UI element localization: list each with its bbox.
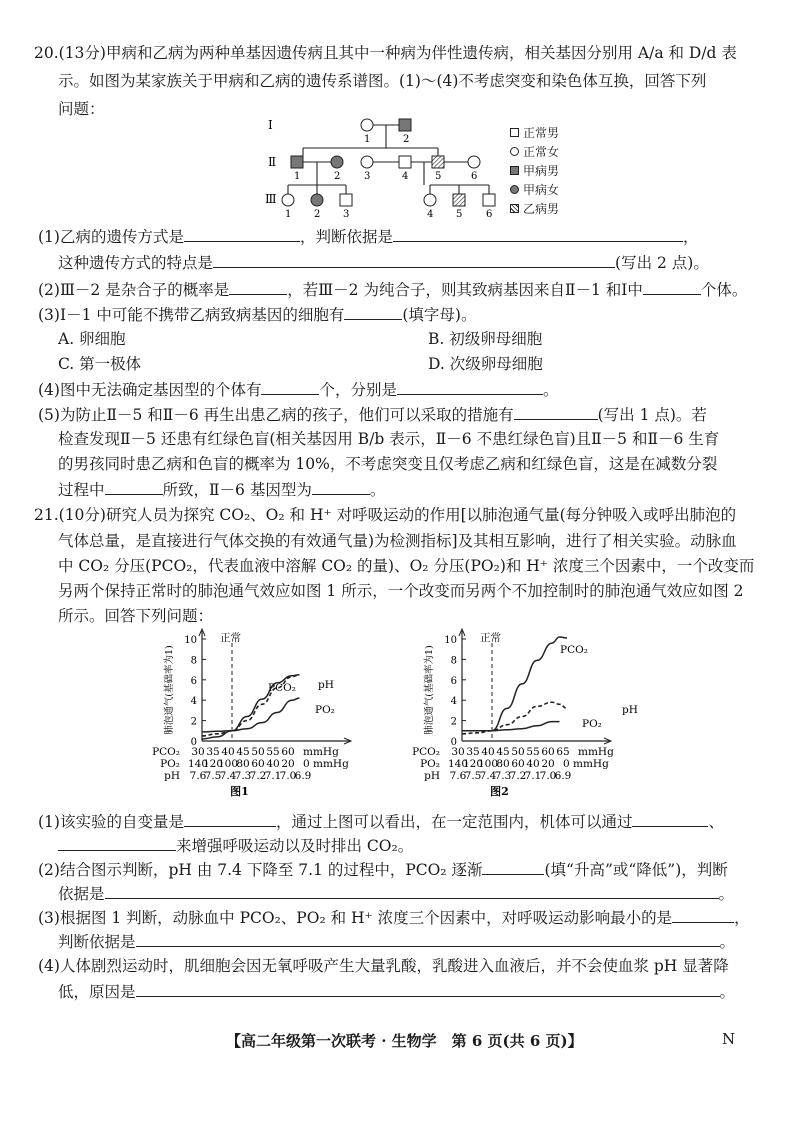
x-tick-label: 60 [251, 758, 265, 770]
individual-III5-yi-male [453, 194, 465, 206]
individual-number: 1 [364, 134, 371, 145]
x-tick-label: 40 [481, 746, 495, 758]
individual-number: 4 [427, 209, 434, 220]
q20-sub5-line4: 过程中 所致，Ⅱ－6 基因型为 。 [58, 478, 385, 501]
answer-blank[interactable] [213, 251, 615, 268]
x-tick-label: 7.2 [249, 770, 267, 782]
q20-sub5-line2: 检查发现Ⅱ－5 还患有红绿色盲(相关基因用 B/b 表示，Ⅱ－6 不患红绿色盲)且Ⅱ－5 和Ⅱ－6 生育 [58, 430, 720, 448]
individual-II2-jia-female [331, 156, 343, 168]
gen-label: Ⅰ [268, 118, 273, 132]
axis-unit: mmHg [578, 746, 614, 758]
y-tick-label: 6 [450, 675, 457, 687]
square-icon [510, 128, 519, 137]
individual-III6-normal-male [483, 194, 495, 206]
x-tick-label: 20 [541, 758, 555, 770]
individual-number: 4 [402, 171, 409, 182]
x-tick-label: 7.3 [494, 770, 512, 782]
x-tick-label: 6.9 [554, 770, 572, 782]
chart-title: 图2 [490, 785, 509, 798]
x-tick-label: 7.6 [189, 770, 207, 782]
x-tick-label: 7.0 [279, 770, 297, 782]
x-tick-label: 100 [477, 758, 499, 770]
normal-label: 正常 [480, 632, 501, 644]
axis-unit: 0 mmHg [563, 758, 609, 770]
q21-sub2-line1: (2)结合图示判断，pH 由 7.4 下降至 7.1 的过程中，PCO₂ 逐渐 (填“升高”或“降低”)，判断 [38, 858, 728, 881]
x-tick-label: 7.5 [464, 770, 482, 782]
x-tick-label: 60 [511, 758, 525, 770]
individual-number: 1 [294, 171, 301, 182]
individual-II1-jia-male [291, 156, 303, 168]
axis-row-label: PCO₂ [412, 746, 440, 758]
x-tick-label: 6.9 [294, 770, 312, 782]
x-tick-label: 7.1 [264, 770, 282, 782]
individual-number: 2 [334, 171, 341, 182]
y-tick-label: 4 [190, 696, 197, 708]
x-tick-label: 50 [511, 746, 525, 758]
answer-blank[interactable] [312, 478, 370, 495]
series-label: PCO₂ [560, 644, 588, 656]
q20-option-d: D. 次级卵母细胞 [428, 355, 543, 373]
individual-I2-jia-male [399, 119, 411, 131]
x-tick-label: 120 [462, 758, 484, 770]
q20-option-b: B. 初级卵母细胞 [428, 330, 543, 348]
x-tick-label: 80 [496, 758, 510, 770]
y-tick-label: 10 [444, 635, 457, 646]
individual-III2-jia-female [311, 194, 323, 206]
answer-blank[interactable] [184, 810, 276, 827]
series-label: pH [318, 679, 334, 691]
q20-sub2: (2)Ⅲ－2 是杂合子的概率是 ，若Ⅲ－2 为纯合子，则其致病基因来自Ⅱ－1 和Ⅰ中 个体。 [38, 278, 747, 301]
x-tick-label: 7.6 [449, 770, 467, 782]
axis-unit: 0 mmHg [303, 758, 349, 770]
y-tick-label: 2 [190, 716, 197, 728]
x-tick-label: 45 [236, 746, 250, 758]
filled-square-icon [510, 166, 519, 175]
axis-row-label: PO₂ [160, 758, 180, 770]
q20-stem-line1: 20.(13分)甲病和乙病为两种单基因遗传病且其中一种病为伴性遗传病，相关基因分别用 A/a 和 D/d 表 [34, 44, 737, 62]
x-tick-label: 100 [217, 758, 239, 770]
q20-sub1-line1: (1)乙病的遗传方式是 ，判断依据是 ， [38, 225, 699, 248]
individual-number: 5 [435, 171, 442, 182]
x-tick-label: 55 [266, 746, 280, 758]
page-mark: N [722, 1030, 736, 1048]
x-tick-label: 7.0 [539, 770, 557, 782]
x-tick-label: 30 [451, 746, 465, 758]
q20-option-c: C. 第一极体 [58, 355, 142, 373]
series-label: pH [622, 704, 638, 716]
individual-II3-normal-female [361, 156, 373, 168]
gen-label: Ⅲ [265, 192, 277, 206]
answer-blank[interactable] [397, 378, 543, 395]
y-tick-label: 6 [190, 675, 197, 687]
q21-stem-line1: 21.(10分)研究人员为探究 CO₂、O₂ 和 H⁺ 对呼吸运动的作用[以肺泡通气量(每分钟吸入或呼出肺泡的 [34, 506, 737, 524]
x-tick-label: 80 [236, 758, 250, 770]
individual-number: 6 [486, 209, 493, 220]
x-tick-label: 7.1 [524, 770, 542, 782]
q21-sub3-line1: (3)根据图 1 判断，动脉血中 PCO₂、PO₂ 和 H⁺ 浓度三个因素中，对呼吸运动影响最小的是 ， [38, 906, 750, 929]
axis-unit: mmHg [303, 746, 339, 758]
series-label: PCO₂ [268, 682, 296, 694]
y-tick-label: 2 [450, 716, 457, 728]
q20-sub5-line1: (5)为防止Ⅱ－5 和Ⅱ－6 再生出患乙病的孩子，他们可以采取的措施有 (写出 1 点)。若 [38, 403, 707, 426]
y-axis-label: 肺泡通气(基础率为1) [424, 645, 435, 735]
individual-number: 3 [343, 209, 350, 220]
answer-blank[interactable] [632, 810, 708, 827]
individual-number: 6 [471, 171, 478, 182]
x-tick-label: 45 [496, 746, 510, 758]
q20-stem-line3: 问题： [58, 100, 105, 118]
x-tick-label: 7.4 [219, 770, 237, 782]
chart-figure-1 [150, 625, 420, 810]
x-tick-label: 40 [526, 758, 540, 770]
axis-row-label: pH [164, 770, 180, 782]
series-label: PO₂ [582, 718, 602, 730]
individual-II6-normal-female [468, 156, 480, 168]
y-tick-label: 0 [190, 737, 197, 748]
answer-blank[interactable] [393, 225, 683, 242]
q21-stem-line3: 中 CO₂ 分压(PCO₂，代表血液中溶解 CO₂ 的量)、O₂ 分压(PO₂)和 H⁺ 浓度三个因素中，一个改变而 [58, 557, 755, 575]
q20-sub1-line2: 这种遗传方式的特点是 (写出 2 点)。 [58, 251, 709, 274]
x-tick-label: 60 [541, 746, 555, 758]
axis-row-label: PO₂ [420, 758, 440, 770]
answer-blank[interactable] [514, 403, 598, 420]
q21-stem-line2: 气体总量，是直接进行气体交换的有效通气量)为检测指标]及其相互影响，进行了相关实验。动脉血 [58, 532, 737, 550]
y-tick-label: 4 [450, 696, 457, 708]
axis-row-label: pH [424, 770, 440, 782]
individual-III4-normal-female [424, 194, 436, 206]
answer-blank[interactable] [643, 278, 701, 295]
q21-sub3-line2: 判断依据是 。 [58, 930, 735, 953]
y-tick-label: 8 [450, 655, 457, 667]
hatched-square-icon [510, 204, 519, 213]
x-tick-label: 7.5 [204, 770, 222, 782]
series-line-PO₂ [462, 722, 560, 731]
x-tick-label: 55 [526, 746, 540, 758]
answer-blank[interactable] [136, 980, 720, 997]
q20-stem-line2: 示。如图为某家族关于甲病和乙病的遗传系谱图。(1)～(4)不考虑突变和染色体互换，回答下列 [58, 72, 707, 90]
x-tick-label: 140 [187, 758, 209, 770]
normal-label: 正常 [220, 632, 241, 644]
individual-number: 1 [285, 209, 292, 220]
x-tick-label: 7.4 [479, 770, 497, 782]
x-tick-label: 35 [466, 746, 480, 758]
answer-blank[interactable] [482, 858, 544, 875]
q20-option-a: A. 卵细胞 [58, 330, 126, 348]
y-tick-label: 8 [190, 655, 197, 667]
chart-figure-2 [410, 625, 680, 810]
x-tick-label: 40 [221, 746, 235, 758]
answer-blank[interactable] [229, 278, 287, 295]
series-label: PO₂ [315, 704, 335, 716]
individual-III1-normal-female [282, 194, 294, 206]
legend-label: 乙病男 [523, 202, 560, 216]
individual-number: 2 [314, 209, 321, 220]
answer-blank[interactable] [105, 478, 163, 495]
x-tick-label: 140 [447, 758, 469, 770]
x-tick-label: 40 [266, 758, 280, 770]
answer-blank[interactable] [261, 378, 319, 395]
legend-label: 甲病女 [523, 183, 560, 197]
legend-label: 正常女 [523, 145, 560, 159]
q21-sub4-line2: 低，原因是 。 [58, 980, 735, 1003]
y-tick-label: 0 [450, 737, 457, 748]
answer-blank[interactable] [344, 303, 402, 320]
x-tick-label: 60 [281, 746, 295, 758]
individual-number: 3 [364, 171, 371, 182]
x-tick-label: 7.3 [234, 770, 252, 782]
legend-label: 正常男 [523, 126, 560, 140]
page-footer: 【高二年级第一次联考 · 生物学 第 6 页(共 6 页)】 [226, 1032, 583, 1050]
individual-number: 5 [456, 209, 463, 220]
x-tick-label: 30 [191, 746, 205, 758]
individual-III3-normal-male [340, 194, 352, 206]
x-tick-label: 35 [206, 746, 220, 758]
individual-number: 2 [403, 134, 410, 145]
q20-sub3: (3)Ⅰ－1 中可能不携带乙病致病基因的细胞有 (填字母)。 [38, 303, 476, 326]
axis-row-label: PCO₂ [152, 746, 180, 758]
pedigree-chart [260, 112, 510, 222]
q21-stem-line5: 所示。回答下列问题： [58, 607, 214, 625]
answer-blank[interactable] [105, 882, 719, 899]
chart-title: 图1 [230, 785, 249, 798]
circle-icon [510, 147, 519, 156]
y-axis-label: 肺泡通气(基础率为1) [164, 645, 175, 735]
filled-circle-icon [510, 185, 519, 194]
individual-II4-normal-male [399, 156, 411, 168]
individual-II5-yi-male [432, 156, 444, 168]
q20-sub4: (4)图中无法确定基因型的个体有 个，分别是 。 [38, 378, 559, 401]
y-tick-label: 10 [184, 635, 197, 646]
answer-blank[interactable] [58, 834, 176, 851]
q21-sub2-line2: 依据是 。 [58, 882, 734, 905]
answer-blank[interactable] [672, 906, 734, 923]
x-tick-label: 65 [556, 746, 570, 758]
x-tick-label: 20 [281, 758, 295, 770]
answer-blank[interactable] [136, 930, 720, 947]
individual-I1-normal-female [361, 119, 373, 131]
x-tick-label: 7.2 [509, 770, 527, 782]
q21-sub4-line1: (4)人体剧烈运动时，肌细胞会因无氧呼吸产生大量乳酸，乳酸进入血液后，并不会使血浆 pH 显著降 [38, 957, 729, 975]
x-tick-label: 50 [251, 746, 265, 758]
q21-sub1-line1: (1)该实验的自变量是 ，通过上图可以看出，在一定范围内，机体可以通过 、 [38, 810, 724, 833]
series-line-PCO₂ [462, 637, 567, 731]
answer-blank[interactable] [184, 225, 300, 242]
q21-sub1-line2: 来增强呼吸运动以及时排出 CO₂。 [58, 834, 413, 857]
q21-stem-line4: 另两个保持正常时的肺泡通气效应如图 1 所示，一个改变而另两个不加控制时的肺泡通气效应如图 2 [58, 582, 744, 600]
legend-label: 甲病男 [523, 164, 560, 178]
q20-sub5-line3: 的男孩同时患乙病和色盲的概率为 10%，不考虑突变且仅考虑乙病和红绿色盲，这是在减数分裂 [58, 455, 718, 473]
gen-label: Ⅱ [268, 155, 277, 169]
x-tick-label: 120 [202, 758, 224, 770]
